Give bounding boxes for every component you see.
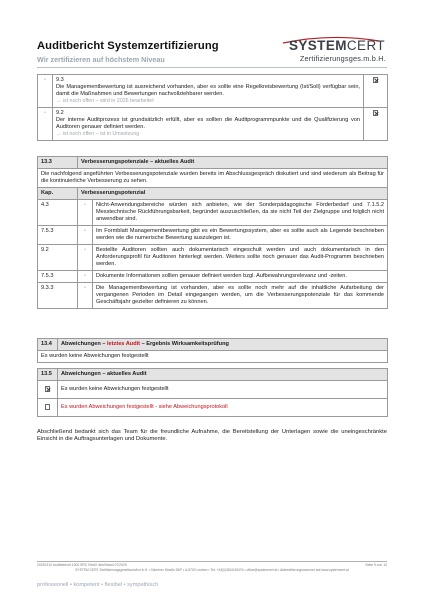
checked-checkbox[interactable] (45, 386, 51, 392)
column-header-kap: Kap. (38, 188, 78, 200)
document-title: Auditbericht Systemzertifizierung (37, 40, 219, 52)
footer-page-number: Seite 9 von 10 (365, 563, 387, 567)
table-row (38, 271, 388, 283)
footer-document-id: 20251310 Auditbericht 1500 SRC RevI0 dtm/Stand 07/2025 (37, 563, 127, 567)
table-row (38, 351, 388, 363)
section-heading-row (38, 339, 388, 351)
item-text: Der interne Auditprozess ist grundsätzlich erfüllt, aber es sollten die Auditprogrammpunkte und die Qualifizierung von Auditoren genauer definiert werden. (56, 117, 360, 130)
row-kap: 7.5.3 (38, 271, 78, 283)
table-row (38, 169, 388, 188)
section-number: 13.5 (38, 369, 58, 381)
table-row (38, 283, 388, 309)
option-deviations-found: Es wurden Abweichungen festgestellt - siehe Abweichungsprotokoll (58, 399, 388, 417)
row-text: Die Managementbewertung ist vorhanden, aber es sollte noch mehr auf die inhaltliche Aufarbeitung der vergangenen Perioden im Detail eingegangen werden, um die Verbesserungspotenziale für das kommende Geschäftsjahr gezielter definieren zu können. (93, 283, 388, 309)
option-no-deviations: Es wurden keine Abweichungen festgestellt (58, 381, 388, 399)
bullet-icon: ◦ (78, 226, 93, 245)
page-header (37, 38, 387, 74)
item-number: 9.3 (56, 77, 64, 83)
section-result: Es wurden keine Abweichungen festgestellt (38, 351, 388, 363)
improvement-potential-table (37, 156, 388, 309)
footer-slogan: professionell • kompetent • flexibel • sympathisch (37, 582, 159, 588)
open-items-table (37, 74, 388, 141)
checked-checkbox[interactable] (373, 110, 379, 116)
item-status: → ist noch offen – wird in 2026 bearbeitet (56, 98, 154, 104)
bullet-icon: ◦ (38, 75, 53, 108)
item-checkbox-cell (364, 108, 388, 141)
checked-checkbox[interactable] (373, 77, 379, 83)
section-title: Verbesserungspotenziale – aktuelles Audit (78, 157, 388, 169)
table-row (38, 200, 388, 226)
document-subtitle: Wir zertifizieren auf höchstem Niveau (37, 55, 165, 64)
section-title: Abweichungen – letztes Audit – Ergebnis Wirksamkeitsprüfung (58, 339, 388, 351)
table-row (38, 399, 388, 417)
header-divider (37, 67, 387, 68)
table-row (38, 226, 388, 245)
table-row (38, 245, 388, 271)
item-checkbox-cell (364, 75, 388, 108)
section-title: Abweichungen – aktuelles Audit (58, 369, 388, 381)
deviations-current-audit-table (37, 368, 388, 417)
systemcert-logo (269, 38, 387, 66)
row-text: Nicht-Anwendungsbereiche würden sich anbieten, wie der Sonderpädagogische Förderbedarf und 7.1.5.2 Messtechnische Rückführungsbarkeit, begründet auszuschließen, da sie nicht Teil der Zielgruppe und folglich nicht anwendbar sind. (93, 200, 388, 226)
option-checkbox-cell (38, 399, 58, 417)
item-content (53, 108, 364, 141)
column-header-row (38, 188, 388, 200)
row-text: Im Formblatt Managementbewertung gibt es ein Bewertungssystem, aber es sollte auch als Legende beschrieben werden wie die numerische Bewertung auszulegen ist. (93, 226, 388, 245)
table-row (38, 108, 388, 141)
footer-address: SYSTEM CERT Zertifizierungsgesellschaft m.b.H. • Kärntner Straße 28/F • A-8700 Leoben • Tel: +43(0)3842/49476 • office@systemcert.at • Akkreditierungsnummer auf www.systemcert.at (75, 568, 349, 572)
item-content (53, 75, 364, 108)
section-number: 13.4 (38, 339, 58, 351)
bullet-icon: ◦ (38, 108, 53, 141)
row-text: Dokumente Informationen sollten genauer definiert werden bzgl. Aufbewahrungsrelevanz und -zeiten. (93, 271, 388, 283)
row-kap: 9.2 (38, 245, 78, 271)
bullet-icon: ◦ (78, 283, 93, 309)
logo-wordmark: SYSTEMCERT (288, 38, 385, 53)
bullet-icon: ◦ (78, 245, 93, 271)
option-checkbox-cell (38, 381, 58, 399)
table-row (38, 381, 388, 399)
item-status: → ist noch offen – ist in Umsetzung (56, 131, 140, 137)
section-intro: Die nachfolgend angeführten Verbesserungspotenziale wurden bereits im Abschlussgespräch diskutiert und sind wiederum als Beitrag für die kontinuierliche Verbesserung zu sehen. (38, 169, 388, 188)
row-text: Bestellte Auditoren sollten auch dokumentarisch eingeschult werden und auch dokumentarisch in den Anforderungsprofil für Auditoren hinterlegt werden. Weiters sollte noch genauer das Audit-Programm beschrieben werden. (93, 245, 388, 271)
section-heading-row (38, 369, 388, 381)
logo-subtitle: Zertifizierungsges.m.b.H. (299, 54, 386, 63)
footer-divider (37, 561, 387, 562)
row-kap: 7.5.3 (38, 226, 78, 245)
section-number: 13.3 (38, 157, 78, 169)
item-number: 9.2 (56, 110, 64, 116)
section-title-highlight: letztes Audit (107, 341, 141, 347)
row-kap: 4.3 (38, 200, 78, 226)
bullet-icon: ◦ (78, 200, 93, 226)
deviations-last-audit-table (37, 338, 388, 363)
bullet-icon: ◦ (78, 271, 93, 283)
column-header-potenzial: Verbesserungspotenzial (78, 188, 388, 200)
section-heading-row (38, 157, 388, 169)
row-kap: 9.3.3 (38, 283, 78, 309)
table-row (38, 75, 388, 108)
item-text: Die Managementbewertung ist ausreichend vorhanden, aber es sollte eine Regelkreisbewertung (Ist/Soll) verfügbar sein, damit die Maßnahmen und Bewertungen nachvollziehbarer werden. (56, 84, 360, 97)
unchecked-checkbox[interactable] (45, 404, 51, 410)
closing-text: Abschließend bedankt sich das Team für die freundliche Aufnahme, die Bereitstellung der Unterlagen sowie die uneingeschränkte Einsicht in die Auftragsunterlagen und Dokumente. (37, 429, 387, 443)
